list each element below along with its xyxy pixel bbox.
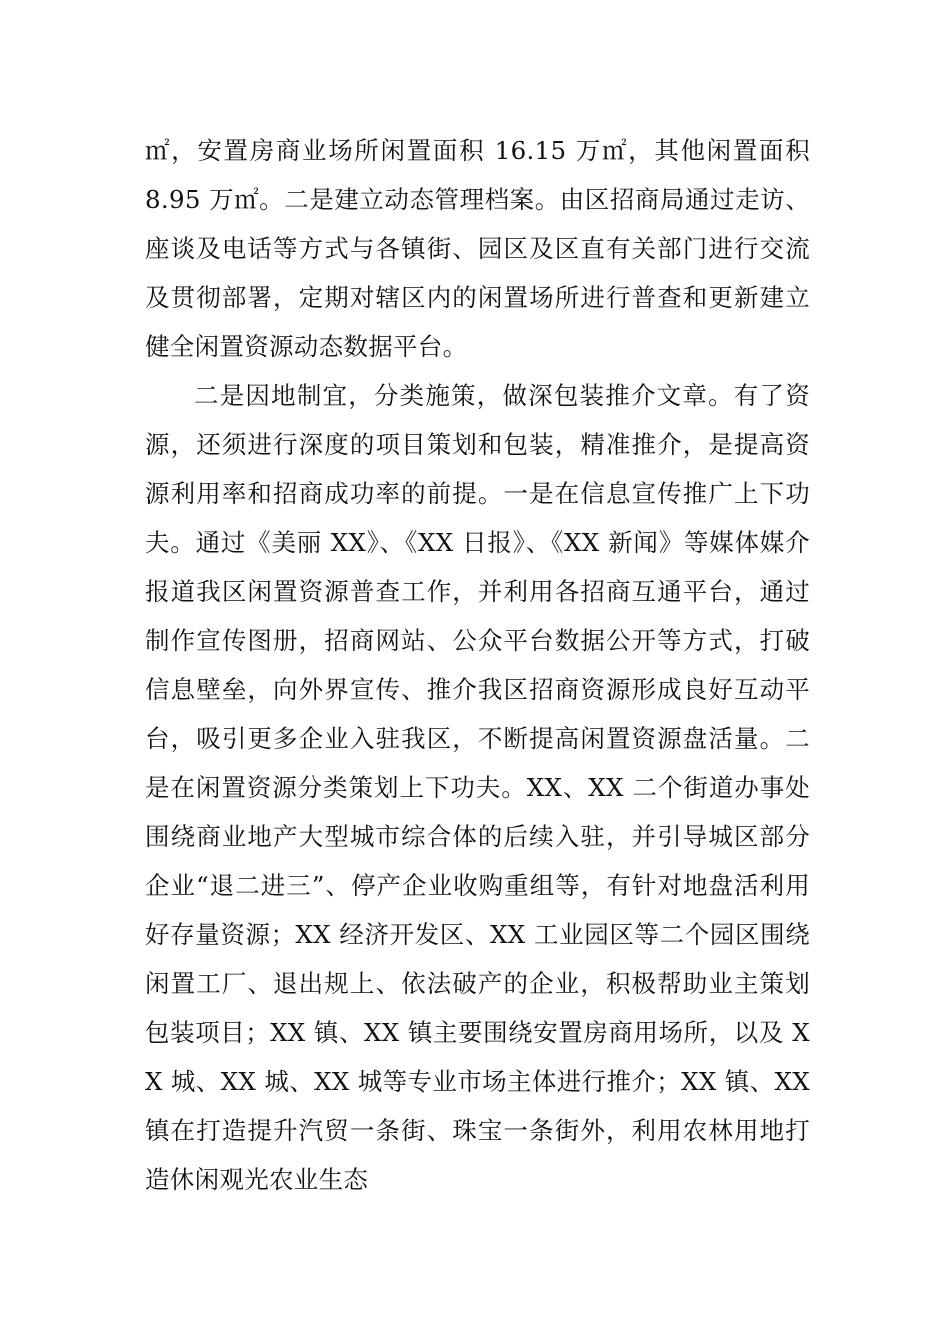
- paragraph-idle-area-and-archive: ㎡，安置房商业场所闲置面积 16.15 万㎡，其他闲置面积 8.95 万㎡。二是建立动态管理档案。由区招商局通过走访、座谈及电话等方式与各镇街、园区及区直有关部门进行交流及贯彻部署，定期对辖区内的闲置场所进行普查和更新建立健全闲置资源动态数据平台。: [145, 136, 810, 361]
- document-body: [145, 126, 810, 1204]
- paragraph-packaging-and-promotion: 二是因地制宜，分类施策，做深包装推介文章。有了资源，还须进行深度的项目策划和包装，精准推介，是提高资源利用率和招商成功率的前提。一是在信息宣传推广上下功夫。通过《美丽 XX》、《XX 日报》、《XX 新闻》等媒体媒介报道我区闲置资源普查工作，并利用各招商互通平台，通过制作宣传图册，招商网站、公众平台数据公开等方式，打破信息壁垒，向外界宣传、推介我区招商资源形成良好互动平台，吸引更多企业入驻我区，不断提高闲置资源盘活量。二是在闲置资源分类策划上下功夫。XX、XX 二个街道办事处围绕商业地产大型城市综合体的后续入驻，并引导城区部分企业“退二进三”、停产企业收购重组等，有针对地盘活利用好存量资源；XX 经济开发区、XX 工业园区等二个园区围绕闲置工厂、退出规上、依法破产的企业，积极帮助业主策划包装项目；XX 镇、XX 镇主要围绕安置房商用场所，以及 XX 城、XX 城、XX 城等专业市场主体进行推介；XX 镇、XX 镇在打造提升汽贸一条街、珠宝一条街外，利用农林用地打造休闲观光农业生态: [145, 381, 810, 1194]
